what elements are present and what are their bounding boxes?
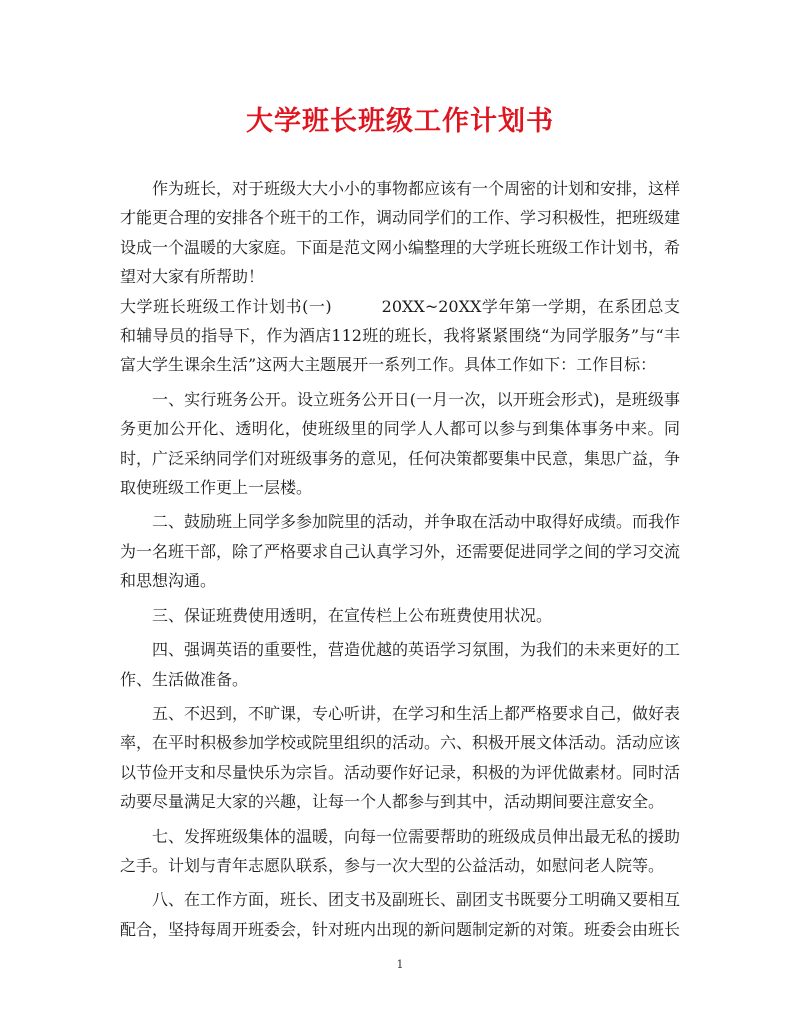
plan-paragraph <box>120 292 680 380</box>
page-number: 1 <box>396 958 404 971</box>
list-item: 一、实行班务公开。设立班务公开日(一月一次，以开班会形式)，是班级事务更加公开化、透明化，使班级里的同学人人都可以参与到集体事务中来。同时，广泛采纳同学们对班级事务的意见，任何决策都要集中民意，集思广益，争取使班级工作更上一层楼。 <box>120 389 681 498</box>
list-item: 三、保证班费使用透明，在宣传栏上公布班费使用状况。 <box>152 605 553 625</box>
plan-heading: 大学班长班级工作计划书(一) <box>120 296 332 316</box>
plan-intro-text: 20XX~20XX学年第一学期，在系团总支和辅导员的指导下，作为酒店112班的班长，我将紧紧围绕“为同学服务”与“丰富大学生课余生活”这两大主题展开一系列工作。具体工作如下：工作目标： <box>120 296 680 375</box>
document-title: 大学班长班级工作计划书 <box>246 106 554 137</box>
list-item: 七、发挥班级集体的温暖，向每一位需要帮助的班级成员伸出最无私的援助之手。计划与青年志愿队联系，参与一次大型的公益活动，如慰问老人院等。 <box>120 826 681 875</box>
intro-paragraph: 作为班长，对于班级大大小小的事物都应该有一个周密的计划和安排，这样才能更合理的安排各个班干的工作，调动同学们的工作、学习积极性，把班级建设成一个温暖的大家庭。下面是范文网小编整理的大学班长班级工作计划书，希望对大家有所帮助！ <box>120 179 681 287</box>
list-item: 八、在工作方面，班长、团支书及副班长、副团支书既要分工明确又要相互配合，坚持每周开班委会，针对班内出现的新问题制定新的对策。班委会由班长 <box>120 890 681 939</box>
list-item: 二、鼓励班上同学多参加院里的活动，并争取在活动中取得好成绩。而我作为一名班干部，除了严格要求自己认真学习外，还需要促进同学之间的学习交流和思想沟通。 <box>120 512 681 591</box>
list-item: 五、不迟到，不旷课，专心听讲，在学习和生活上都严格要求自己，做好表率，在平时积极参加学校或院里组织的活动。六、积极开展文体活动。活动应该以节俭开支和尽量快乐为宗旨。活动要作好记录，积极的为评优做素材。同时活动要尽量满足大家的兴趣，让每一个人都参与到其中，活动期间要注意安全。 <box>120 703 681 812</box>
document-body <box>120 174 680 944</box>
list-item: 四、强调英语的重要性，营造优越的英语学习氛围，为我们的未来更好的工作、生活做准备。 <box>120 640 681 689</box>
